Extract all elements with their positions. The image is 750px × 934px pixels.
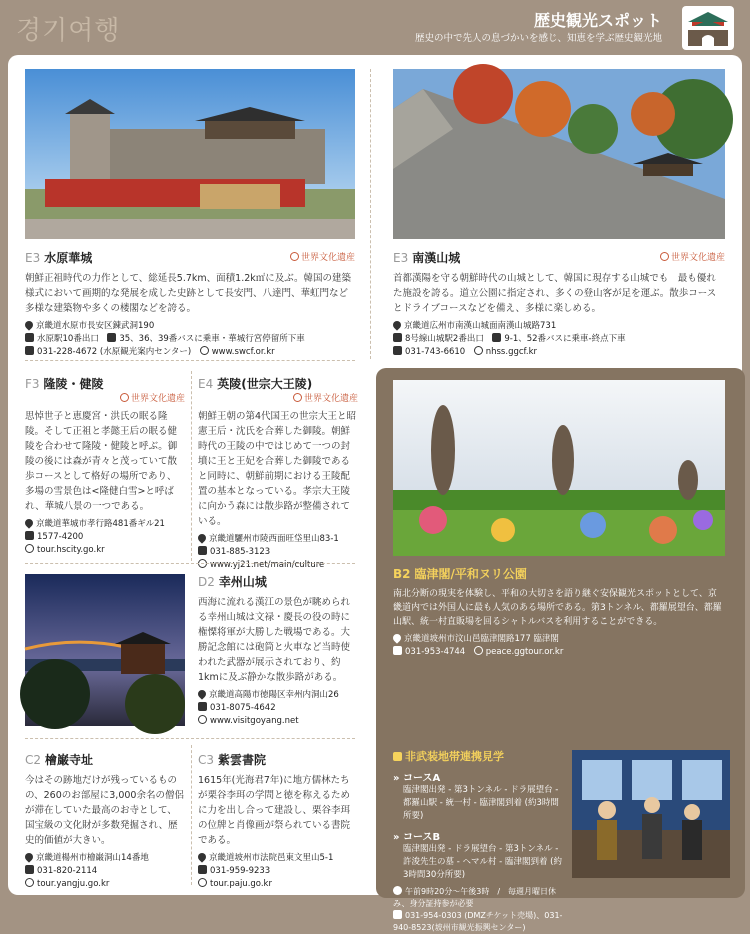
- heritage-icon: [290, 252, 299, 261]
- jaun-web[interactable]: tour.paju.go.kr: [210, 879, 272, 889]
- imjingak-section: [393, 566, 725, 659]
- phone-icon: [25, 346, 34, 355]
- location-icon: [391, 632, 402, 643]
- imjingak-title: 臨津閣/平和ヌリ公園: [414, 567, 527, 581]
- bus-icon: [393, 752, 402, 761]
- location-icon: [196, 851, 207, 862]
- yunggeon-section: [25, 376, 185, 557]
- course-b-label: コースB: [402, 832, 441, 843]
- location-icon: [391, 319, 402, 330]
- hoeam-title: 檜巌寺址: [45, 753, 94, 767]
- course-a-text: 臨津閣出発 - 第3トンネル - ドラ展望台 - 都羅山駅 - 統一村 - 臨津閣到着 (約3時間所要): [403, 785, 559, 821]
- phone-icon: [198, 702, 207, 711]
- imjingak-photo: [393, 380, 725, 556]
- namhan-title: 南漢山城: [412, 251, 461, 265]
- page-title: 歴史観光スポット: [533, 11, 662, 30]
- jaun-desc: 1615年(光海君7年)に地方儒林たちが栗谷李珥の学問と徳を称えるために力を出し合って建設し、栗谷李珥の位牌と肖像画が祭られている書院である。: [198, 775, 351, 846]
- web-icon: [474, 646, 483, 655]
- haengju-section: [198, 574, 358, 728]
- course-a-label: コースA: [402, 773, 441, 784]
- suwon-web[interactable]: www.swcf.or.kr: [211, 347, 275, 357]
- imjingak-tel: 031-953-4744: [405, 647, 466, 657]
- yunggeon-desc: 思悼世子と恵慶宮・洪氏の眠る隆陵。そして正祖と孝懿王后の眠る健陵を合わせて隆陵・健陵と呼ぶ。御陵の後には森が青々と茂っていて散歩コースとして格好の場所であり、多場の雪景色は<隆健白雪>と呼ばれ、華城八景の一つである。: [25, 411, 178, 512]
- dmz-hours: 午前9時20分～午後3時 / 毎週月曜日休み、身分証持参が必要: [393, 887, 557, 908]
- suwon-desc: 朝鮮正祖時代の力作として、総延長5.7km、面積1.2k㎡に及ぶ。韓国の建築様式において画期的な発展を成した史跡として長安門、八達門、華虹門など多様な建築物や多くの楼閣などを誇る。: [25, 273, 351, 314]
- heritage-icon: [120, 393, 129, 402]
- phone-icon: [25, 531, 34, 540]
- suwon-station: 水原駅10番出口: [37, 334, 99, 344]
- namhan-address: 京畿道広州市南漢山城面南漢山城路731: [404, 321, 557, 331]
- namhan-tel: 031-743-6610: [405, 347, 466, 357]
- logo: 경기여행: [16, 16, 121, 46]
- yunggeon-title: 隆陵・健陵: [43, 377, 104, 391]
- yeongneung-badge: 世界文化遺産: [198, 391, 358, 404]
- clock-icon: [393, 886, 402, 895]
- yeongneung-desc: 朝鮮王朝の第4代国王の世宗大王と昭憲王后・沈氏を合葬した御陵。朝鮮時代の王陵の中ではじめて一つの封墳に王と王妃を合葬した御陵であると同時に、朝鮮前期における王陵配置の基本となっている。孝宗大王陵に向かう森には散歩路が整備されている。: [198, 411, 357, 527]
- hoeam-web[interactable]: tour.yangju.go.kr: [37, 879, 110, 889]
- hoeam-tel: 031-820-2114: [37, 866, 98, 876]
- dmz-tour-section: 非武装地帯連携見学 » コースA 臨津閣出発 - 第3トンネル - ドラ展望台 - 都羅山駅 - 統一村 - 臨津閣到着 (約3時間所要) » コースB 臨津閣出発 - ドラ展望台 - 第3トンネル - 許浚先生の墓 - ヘマル村 - 臨津閣到着 (約3時間30分所要) 午前9時20分～午後3時 / 毎週月曜日休み、身分証持参が必要 031-954-0303 (DMZチケット売場)、031-940-8523(坡州市観光振興センター): [393, 750, 563, 932]
- web-icon: [25, 878, 34, 887]
- web-icon: [200, 346, 209, 355]
- content-panel: [8, 55, 742, 932]
- hoeam-section: [25, 752, 185, 891]
- dmz-tour-title: 非武装地帯連携見学: [405, 750, 504, 763]
- namhan-bus: 9-1、52番バスに乗車-終点下車: [504, 334, 626, 344]
- suwon-photo: [25, 69, 355, 239]
- hoeam-code: C2: [25, 753, 42, 767]
- phone-icon: [393, 346, 402, 355]
- imjingak-desc: 南北分断の現実を体験し、平和の大切さを語り継ぐ安保観光スポットとして、京畿道内では外国人に最も人気のある場所である。第3トンネル、都羅展望台、都羅山駅、統一村直販場を回るシャトルバスを利用することができる。: [393, 589, 722, 627]
- yunggeon-web[interactable]: tour.hscity.go.kr: [37, 545, 105, 555]
- fortress-gate-icon: [680, 4, 736, 52]
- yeongneung-address: 京畿道驪州市陵西面旺垈里山83-1: [209, 534, 339, 544]
- web-icon: [474, 346, 483, 355]
- page-subtitle: 歴史の中で先人の息づかいを感じ、知恵を学ぶ歴史観光地: [414, 33, 662, 44]
- namhan-desc: 首都漢陽を守る朝鮮時代の山城として、韓国に現存する山城でも 最も優れた施設を誇る。道立公園に指定され、多くの登山客が足を運ぶ。散歩コースとドライブコースなどを備え、多様に楽しめる。: [393, 273, 717, 314]
- heritage-icon: [293, 393, 302, 402]
- yeongneung-web[interactable]: www.yj21.net/main/culture: [210, 560, 325, 570]
- haengju-code: D2: [198, 575, 215, 589]
- location-icon: [196, 688, 207, 699]
- haengju-desc: 西海に流れる漢江の景色が眺められる幸州山城は文禄・慶長の役の時に権慄将軍が大勝した戦場である。大勝記念館には砲筒と火車など当時使われた武器が展示されており、約1kmに及ぶ静かな散歩路がある。: [198, 597, 351, 683]
- yeongneung-title: 英陵(世宗大王陵): [217, 377, 313, 391]
- haengju-photo: [25, 574, 185, 726]
- haengju-web[interactable]: www.visitgoyang.net: [210, 716, 299, 726]
- train-icon: [25, 333, 34, 342]
- yeongneung-section: [198, 376, 358, 572]
- imjingak-code: B2: [393, 567, 411, 581]
- bus-icon: [492, 333, 501, 342]
- yeongneung-tel: 031-885-3123: [210, 547, 271, 557]
- phone-icon: [198, 546, 207, 555]
- suwon-section: [25, 250, 355, 359]
- jaun-title: 紫雲書院: [218, 753, 267, 767]
- phone-icon: [393, 646, 402, 655]
- suwon-address: 京畿道水原市長安区錬武洞190: [36, 321, 155, 331]
- suwon-code: E3: [25, 251, 41, 265]
- imjingak-address: 京畿道坡州市汶山邑臨津閣路177 臨津閣: [404, 634, 559, 644]
- yunggeon-code: F3: [25, 377, 40, 391]
- location-icon: [23, 517, 34, 528]
- yunggeon-tel: 1577-4200: [37, 532, 84, 542]
- namhan-photo: [393, 69, 725, 239]
- location-icon: [23, 851, 34, 862]
- course-b-text: 臨津閣出発 - ドラ展望台 - 第3トンネル - 許浚先生の墓 - ヘマル村 - 臨津閣到着 (約3時間30分所要): [403, 844, 562, 880]
- jaun-code: C3: [198, 753, 215, 767]
- namhan-web[interactable]: nhss.ggcf.kr: [485, 347, 538, 357]
- suwon-bus: 35、36、39番バスに乗車・華城行宮停留所下車: [119, 334, 305, 344]
- location-icon: [196, 532, 207, 543]
- jaun-section: [198, 752, 358, 891]
- web-icon: [198, 878, 207, 887]
- haengju-address: 京畿道高陽市徳陽区幸州内洞山26: [209, 690, 339, 700]
- yunggeon-badge: 世界文化遺産: [25, 391, 185, 404]
- train-icon: [393, 333, 402, 342]
- page-header: [0, 0, 750, 55]
- phone-icon: [198, 865, 207, 874]
- dmz-photo: [572, 750, 730, 878]
- yunggeon-address: 京畿道華城市孝行路481番ギル21: [36, 519, 165, 529]
- hoeam-desc: 今はその跡地だけが残っているものの、260のお部屋に3,000余名の僧侶が滞在していた最高のお寺として、国宝級の文化財が多数発掘され、歴史的価値が大きい。: [25, 775, 184, 846]
- namhan-station: 8号線山城駅2番出口: [405, 334, 484, 344]
- yeongneung-code: E4: [198, 377, 214, 391]
- phone-icon: [25, 865, 34, 874]
- suwon-title: 水原華城: [44, 251, 93, 265]
- heritage-icon: [660, 252, 669, 261]
- bus-icon: [107, 333, 116, 342]
- jaun-address: 京畿道坡州市法院邑東文里山5-1: [209, 853, 334, 863]
- imjingak-panel: [376, 368, 745, 932]
- web-icon: [198, 715, 207, 724]
- namhan-section: [393, 250, 725, 359]
- suwon-badge: 世界文化遺産: [290, 250, 355, 266]
- namhan-code: E3: [393, 251, 409, 265]
- web-icon: [25, 544, 34, 553]
- phone-icon: [393, 910, 402, 919]
- hoeam-address: 京畿道楊州市檜巌洞山14番地: [36, 853, 149, 863]
- haengju-title: 幸州山城: [218, 575, 267, 589]
- imjingak-web[interactable]: peace.ggtour.or.kr: [485, 647, 564, 657]
- location-icon: [23, 319, 34, 330]
- suwon-tel: 031-228-4672 (水原観光案内センター): [37, 347, 192, 357]
- haengju-tel: 031-8075-4642: [210, 703, 276, 713]
- namhan-badge: 世界文化遺産: [660, 250, 725, 266]
- jaun-tel: 031-959-9233: [210, 866, 271, 876]
- dmz-tel: 031-954-0303 (DMZチケット売場)、031-940-8523(坡州市観光振興センター): [393, 911, 563, 932]
